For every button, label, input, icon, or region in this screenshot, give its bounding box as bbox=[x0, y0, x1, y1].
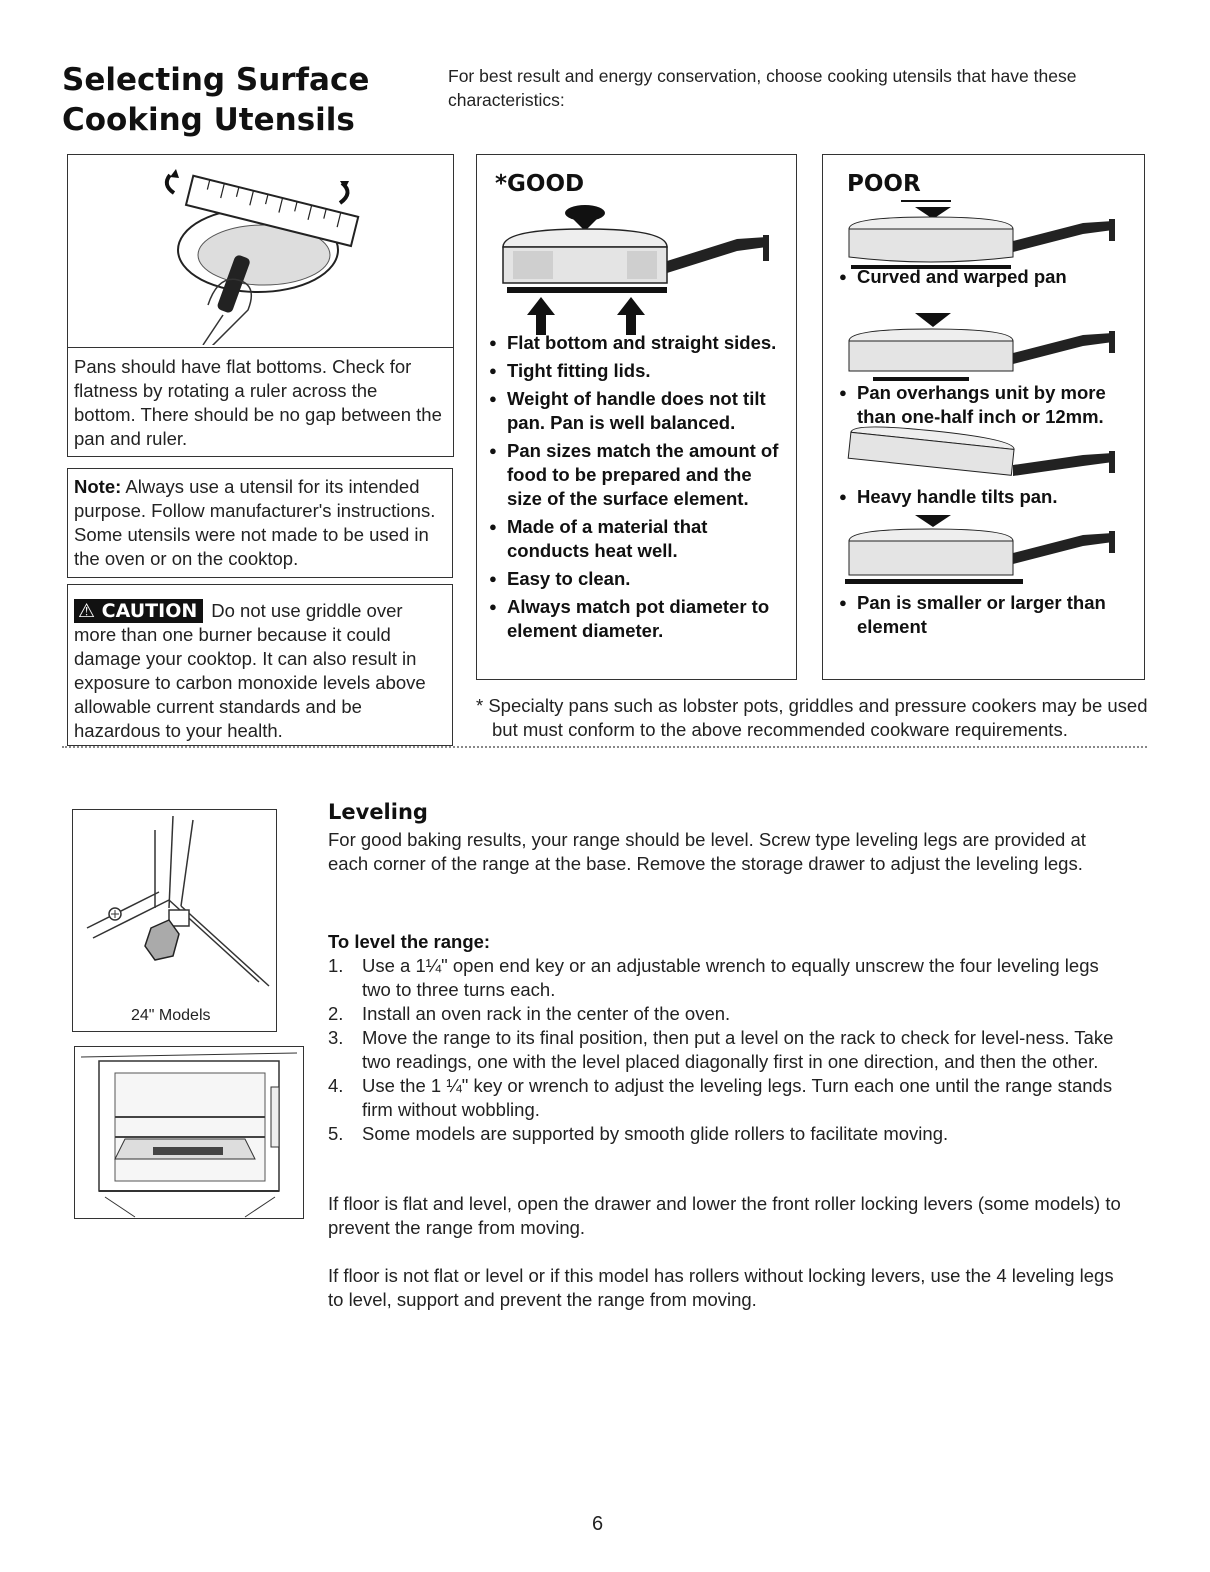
step-number: 4. bbox=[328, 1075, 344, 1096]
caution-text-block bbox=[74, 599, 446, 743]
leveling-leg-box bbox=[72, 809, 277, 1032]
leveling-para-2: If floor is not flat or level or if this model has rollers without locking levers, use the 4 leveling legs to level, support and prevent the range from moving. bbox=[328, 1265, 1114, 1310]
poor-item: ● Pan overhangs unit by more than one-half inch or 12mm. bbox=[837, 381, 1137, 429]
leveling-step bbox=[328, 1026, 1118, 1074]
poor-list-3 bbox=[837, 485, 1137, 513]
title-line-2: Cooking Utensils bbox=[62, 102, 355, 138]
step-text: Use a 1¼" open end key or an adjustable wrench to equally unscrew the four leveling legs two to three turns each. bbox=[362, 955, 1099, 1000]
note-label: Note: bbox=[74, 476, 122, 497]
good-item: ● Pan sizes match the amount of food to be prepared and the size of the surface element. bbox=[487, 439, 787, 511]
page-number: 6 bbox=[592, 1513, 604, 1535]
good-list bbox=[487, 331, 787, 647]
leveling-leg-illustration bbox=[73, 810, 276, 995]
poor-box bbox=[822, 154, 1145, 680]
leveling-step bbox=[328, 954, 1118, 1002]
step-text: Use the 1 ¼" key or wrench to adjust the leveling legs. Turn each one until the range stands firm without wobbling. bbox=[362, 1075, 1113, 1120]
leveling-para-1: If floor is flat and level, open the drawer and lower the front roller locking levers (some models) to prevent the range from moving. bbox=[328, 1193, 1121, 1238]
good-item: ● Tight fitting lids. bbox=[487, 359, 787, 383]
caution-badge-label: CAUTION bbox=[101, 600, 198, 622]
intro-text: For best result and energy conservation, choose cooking utensils that have these characteristics: bbox=[448, 66, 1077, 110]
step-text: Some models are supported by smooth glide rollers to facilitate moving. bbox=[362, 1123, 949, 1144]
note-text: Always use a utensil for its intended purpose. Follow manufacturer's instructions. Some utensils were not made to be used in the oven or on the cooktop. bbox=[74, 476, 436, 569]
poor-pan-illustration-4 bbox=[823, 511, 1143, 591]
poor-item: ● Heavy handle tilts pan. bbox=[837, 485, 1137, 509]
step-number: 1. bbox=[328, 955, 344, 976]
poor-item: ● Pan is smaller or larger than element bbox=[837, 591, 1137, 639]
caution-badge bbox=[74, 599, 203, 623]
good-heading: *GOOD bbox=[495, 171, 585, 197]
good-item: ● Weight of handle does not tilt pan. Pan is well balanced. bbox=[487, 387, 787, 435]
poor-pan-illustration-3 bbox=[823, 425, 1143, 485]
poor-heading: POOR bbox=[847, 171, 921, 197]
page-title bbox=[62, 60, 422, 140]
poor-list-4 bbox=[837, 591, 1137, 643]
ruler-illustration bbox=[68, 155, 453, 345]
leveling-intro: For good baking results, your range should be level. Screw type leveling legs are provided at each corner of the range at the base. Remove the storage drawer to adjust the leveling legs. bbox=[328, 829, 1086, 874]
good-item: ● Made of a material that conducts heat well. bbox=[487, 515, 787, 563]
poor-item: ● Curved and warped pan bbox=[837, 265, 1137, 289]
models-caption: 24" Models bbox=[131, 1007, 211, 1024]
good-box bbox=[476, 154, 797, 680]
ruler-box-divider bbox=[68, 347, 453, 348]
step-number: 2. bbox=[328, 1003, 344, 1024]
warning-icon: ⚠ bbox=[78, 600, 96, 622]
oven-interior-box bbox=[74, 1046, 304, 1219]
specialty-note: * Specialty pans such as lobster pots, griddles and pressure cookers may be used but must conform to the above recommended cookware requirements. bbox=[476, 695, 1148, 740]
title-line-1: Selecting Surface bbox=[62, 62, 370, 98]
note-box bbox=[67, 468, 453, 578]
caution-box bbox=[67, 584, 453, 746]
ruler-caption: Pans should have flat bottoms. Check for flatness by rotating a ruler across the bottom. There should be no gap between the pan and ruler. bbox=[74, 356, 442, 449]
step-text: Install an oven rack in the center of the oven. bbox=[362, 1003, 731, 1024]
leveling-heading: Leveling bbox=[328, 800, 428, 824]
step-number: 5. bbox=[328, 1123, 344, 1144]
oven-interior-illustration bbox=[75, 1047, 303, 1218]
leveling-step bbox=[328, 1122, 1118, 1146]
leveling-steps bbox=[328, 954, 1118, 1146]
note-text-block bbox=[74, 475, 444, 571]
step-number: 3. bbox=[328, 1027, 344, 1048]
poor-pan-illustration-2 bbox=[823, 307, 1143, 387]
step-text: Move the range to its final position, then put a level on the rack to check for level-ness. Take two readings, one with the level placed diagonally first in one direction, and then the other. bbox=[362, 1027, 1114, 1072]
ruler-box bbox=[67, 154, 454, 457]
good-item: ● Always match pot diameter to element diameter. bbox=[487, 595, 787, 643]
poor-list-1 bbox=[837, 265, 1137, 293]
good-item: ● Flat bottom and straight sides. bbox=[487, 331, 787, 355]
leveling-subheading: To level the range: bbox=[328, 931, 491, 952]
section-divider bbox=[62, 746, 1147, 748]
caution-text: Do not use griddle over more than one burner because it could damage your cooktop. It can also result in exposure to carbon monoxide levels above allowable current standards and be hazardous to your health. bbox=[74, 600, 426, 741]
leveling-step bbox=[328, 1002, 1118, 1026]
leveling-step bbox=[328, 1074, 1118, 1122]
good-item: ● Easy to clean. bbox=[487, 567, 787, 591]
